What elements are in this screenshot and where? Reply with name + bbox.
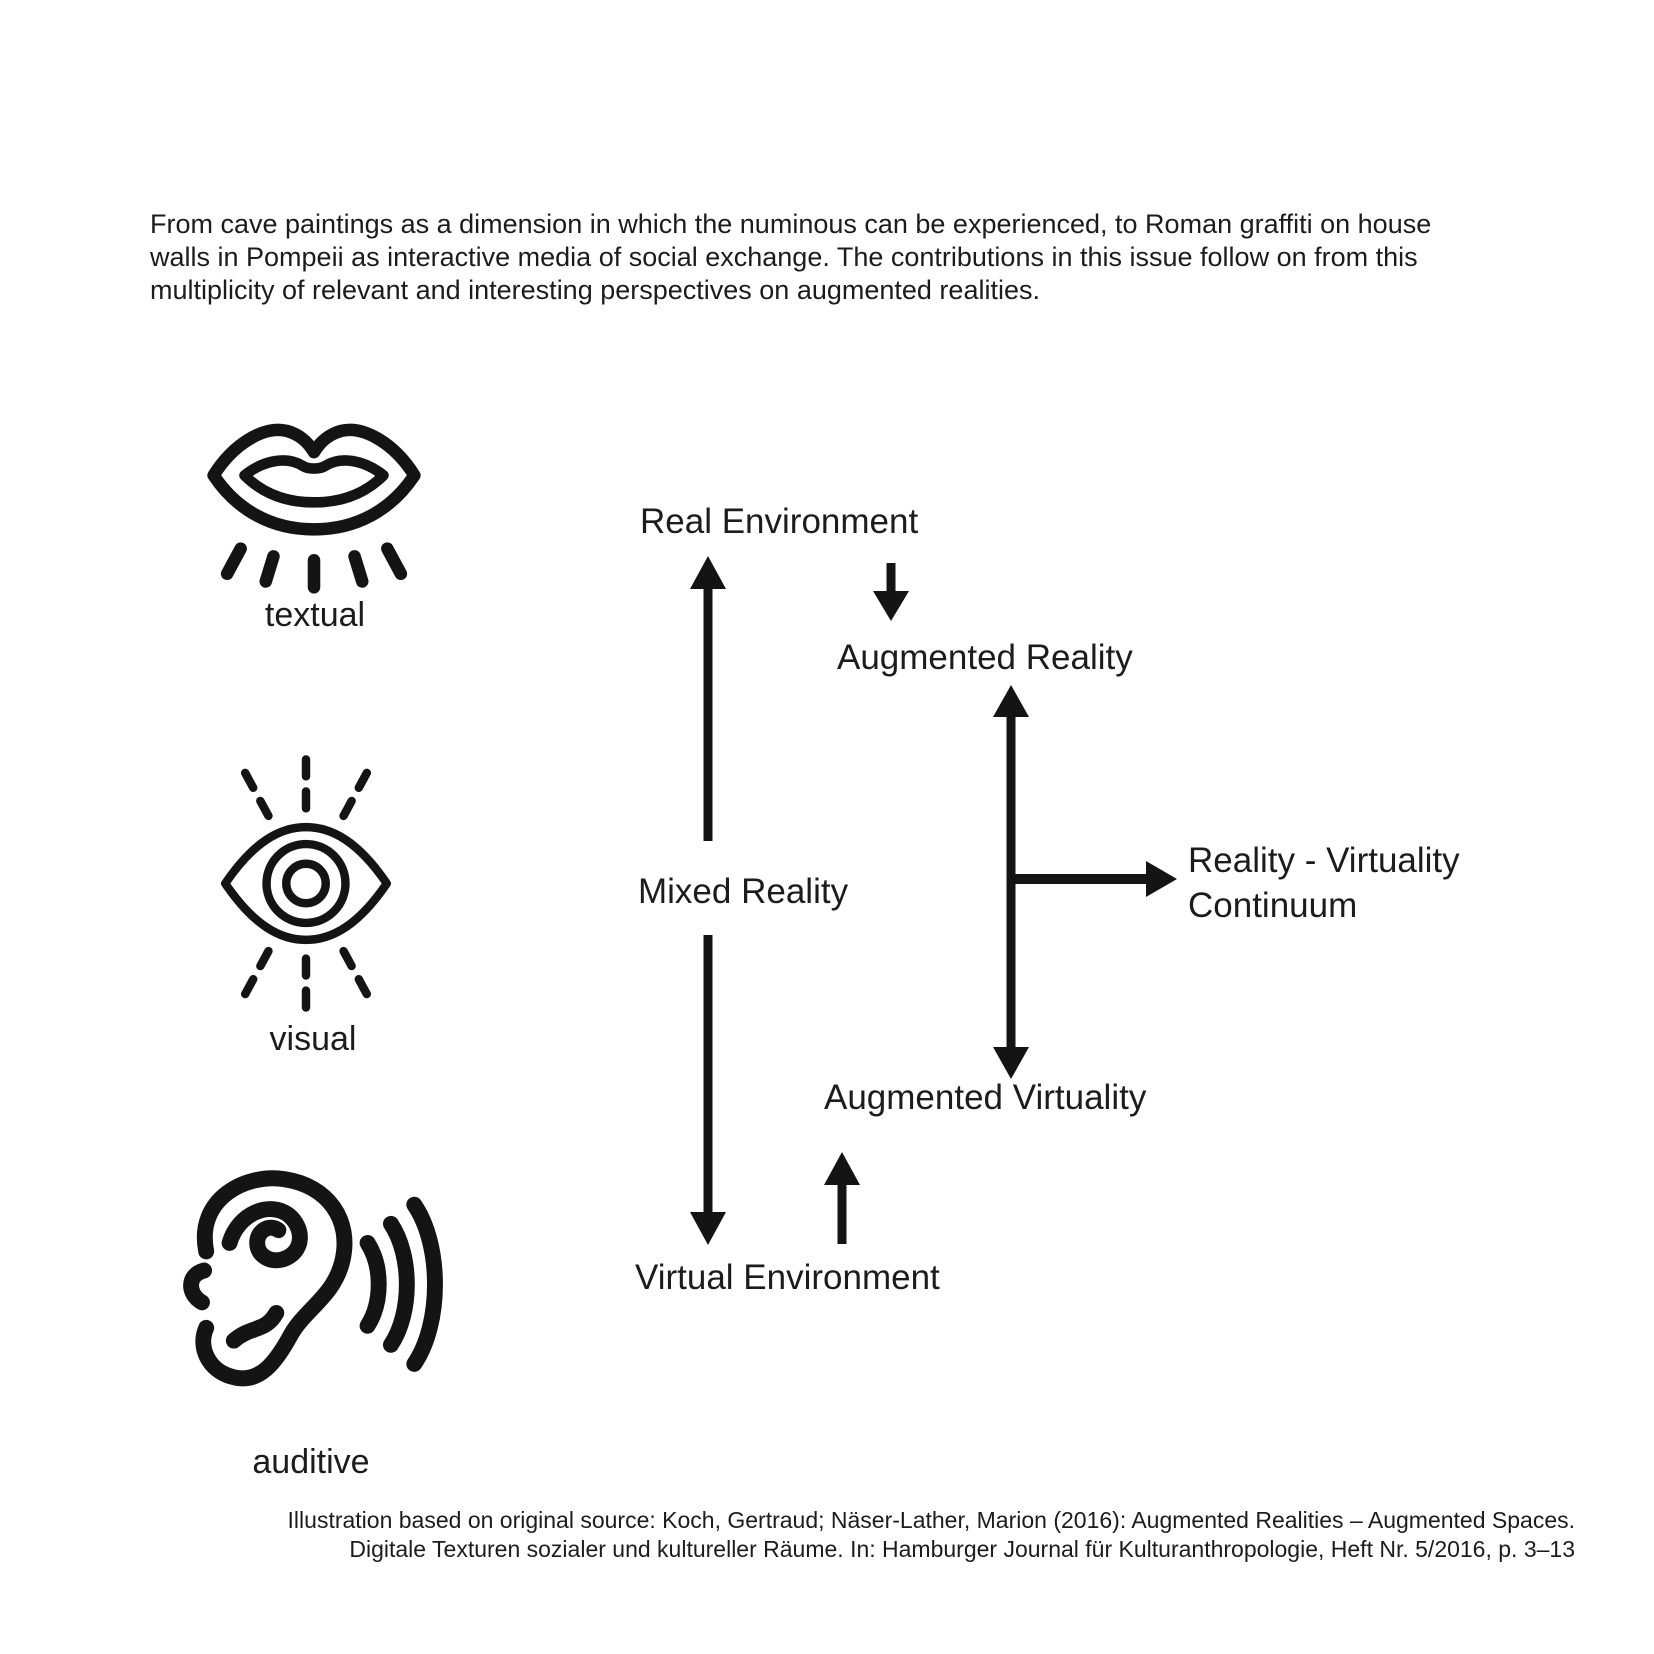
node-augmented-reality: Augmented Reality: [837, 638, 1133, 677]
citation-line-1: Illustration based on original source: Koch, Gertraud; Näser-Lather, Marion (2016): Augmented Realities – Augmented Spaces.: [287, 1507, 1575, 1533]
citation-line-2: Digitale Texturen sozialer und kultureller Räume. In: Hamburger Journal für Kulturanthropologie, Heft Nr. 5/2016, p. 3–13: [349, 1536, 1575, 1562]
source-citation: [288, 1506, 1575, 1564]
intro-line-2: walls in Pompeii as interactive media of social exchange. The contributions in this issue follow on from this: [150, 242, 1418, 272]
intro-line-1: From cave paintings as a dimension in which the numinous can be experienced, to Roman graffiti on house: [150, 209, 1432, 239]
arrow-continuum: [1011, 861, 1177, 897]
node-reality-virtuality-continuum: [1188, 838, 1460, 928]
continuum-line-2: Continuum: [1188, 886, 1358, 925]
node-mixed-reality: Mixed Reality: [638, 872, 849, 911]
auditive-label: auditive: [252, 1443, 370, 1481]
visual-label: visual: [269, 1020, 357, 1058]
arrow-ve-to-av: [824, 1152, 860, 1244]
arrow-real-to-ar: [873, 563, 909, 621]
continuum-line-1: Reality - Virtuality: [1188, 841, 1460, 880]
textual-label: textual: [264, 596, 366, 634]
node-real-environment: Real Environment: [640, 502, 919, 541]
node-augmented-virtuality: Augmented Virtuality: [824, 1078, 1147, 1117]
intro-line-3: multiplicity of relevant and interesting perspectives on augmented realities.: [150, 275, 1040, 305]
node-virtual-environment: Virtual Environment: [635, 1258, 940, 1297]
